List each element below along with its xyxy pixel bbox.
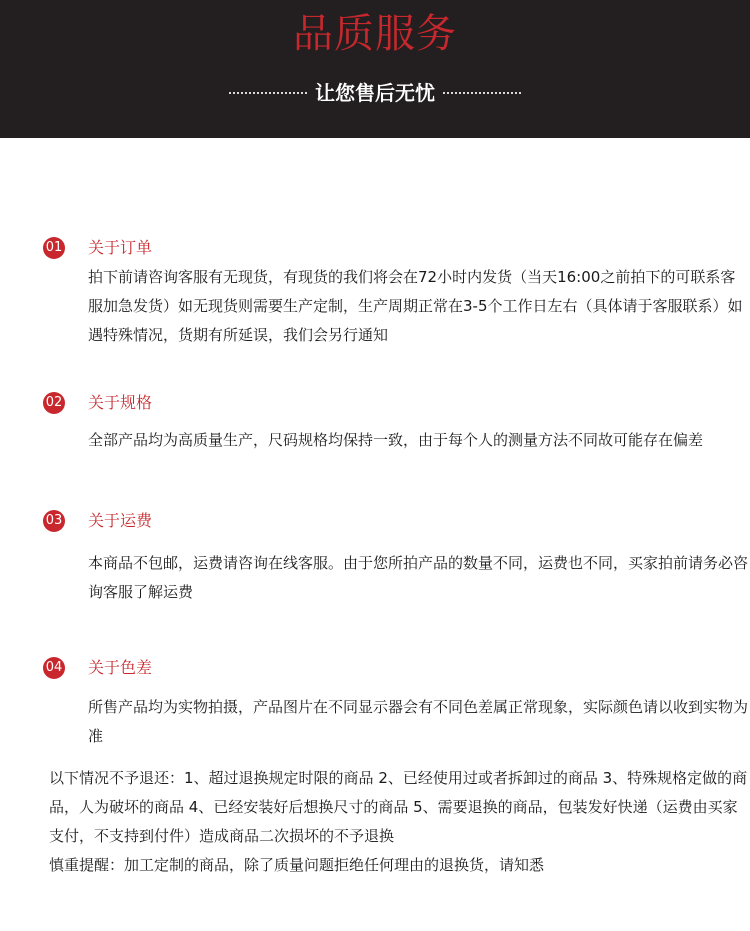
section-number-badge: 01 xyxy=(43,237,65,259)
dotted-divider-left xyxy=(229,92,307,94)
return-policy-text: 以下情况不予退还：1、超过退换规定时限的商品 2、已经使用过或者拆卸过的商品 3、特殊规格定做的商品，人为破坏的商品 4、已经安装好后想换尺寸的商品 5、需要退换的商品，包装发好快递（运费由买家支付，不支持到付件）造成商品二次损坏的不予退换 xyxy=(49,769,748,845)
section-number-badge: 04 xyxy=(43,657,65,679)
page-title: 品质服务 xyxy=(293,11,457,57)
page-subtitle: 让您售后无忧 xyxy=(315,81,435,105)
section-title: 关于运费 xyxy=(88,511,153,530)
reminder-text: 慎重提醒：加工定制的商品，除了质量问题拒绝任何理由的退换货，请知悉 xyxy=(49,856,545,874)
section-body: 本商品不包邮，运费请咨询在线客服。由于您所拍产品的数量不同，运费也不同，买家拍前请务必咨询客服了解运费 xyxy=(88,554,749,601)
return-notes xyxy=(49,764,749,880)
section-title: 关于色差 xyxy=(88,658,153,677)
dotted-divider-right xyxy=(443,92,521,94)
section-title: 关于订单 xyxy=(88,238,153,257)
section-number-badge: 03 xyxy=(43,510,65,532)
section-body: 所售产品均为实物拍摄，产品图片在不同显示器会有不同色差属正常现象，实际颜色请以收到实物为准 xyxy=(88,698,749,745)
section-number-badge: 02 xyxy=(43,392,65,414)
section-title: 关于规格 xyxy=(88,393,153,412)
header-banner xyxy=(0,0,750,138)
section-body: 拍下前请咨询客服有无现货，有现货的我们将会在72小时内发货（当天16:00之前拍下的可联系客服加急发货）如无现货则需要生产定制，生产周期正常在3-5个工作日左右（具体请于客服联系）如遇特殊情况，货期有所延误，我们会另行通知 xyxy=(88,268,743,344)
section-body: 全部产品均为高质量生产，尺码规格均保持一致，由于每个人的测量方法不同故可能存在偏差 xyxy=(88,431,704,449)
subtitle-row xyxy=(0,78,750,108)
